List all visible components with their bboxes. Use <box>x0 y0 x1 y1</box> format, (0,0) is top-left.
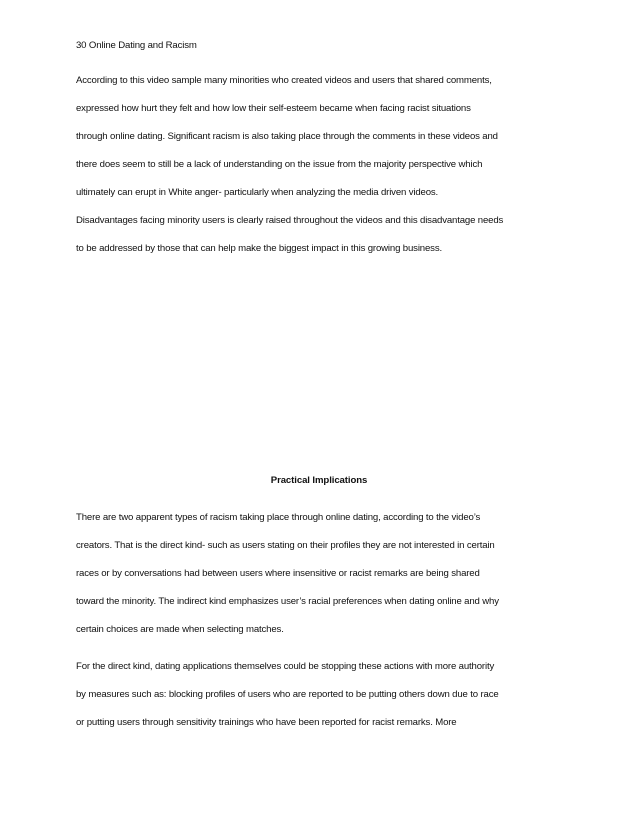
paragraph-line: ultimately can erupt in White anger- particularly when analyzing the media driven videos. <box>76 187 439 198</box>
paragraph-line: According to this video sample many minorities who created videos and users that shared comments, <box>76 75 492 86</box>
paragraph-line: through online dating. Significant racism is also taking place through the comments in these videos and <box>76 131 498 142</box>
paragraph-line: by measures such as: blocking profiles of users who are reported to be putting others down due to race <box>76 689 499 700</box>
paragraph-line: or putting users through sensitivity trainings who have been reported for racist remarks. More <box>76 717 457 728</box>
paragraph-line: For the direct kind, dating applications themselves could be stopping these actions with more authority <box>76 661 495 672</box>
paragraph-line: races or by conversations had between users where insensitive or racist remarks are being shared <box>76 568 480 579</box>
section-heading: Practical Implications <box>270 475 368 486</box>
paragraph-line: to be addressed by those that can help make the biggest impact in this growing business. <box>76 243 442 254</box>
paragraph-line: expressed how hurt they felt and how low their self-esteem became when facing racist situations <box>76 103 471 114</box>
running-head: 30 Online Dating and Racism <box>76 40 197 51</box>
paragraph-line: there does seem to still be a lack of understanding on the issue from the majority perspective which <box>76 159 483 170</box>
paragraph-line: There are two apparent types of racism taking place through online dating, according to the video’s <box>76 512 481 523</box>
paragraph-line: creators. That is the direct kind- such as users stating on their profiles they are not interested in certain <box>76 540 495 551</box>
paragraph-line: Disadvantages facing minority users is clearly raised throughout the videos and this disadvantage needs <box>76 215 504 226</box>
paragraph-line: toward the minority. The indirect kind emphasizes user’s racial preferences when dating online and why <box>76 596 499 607</box>
paragraph-line: certain choices are made when selecting matches. <box>76 624 284 635</box>
